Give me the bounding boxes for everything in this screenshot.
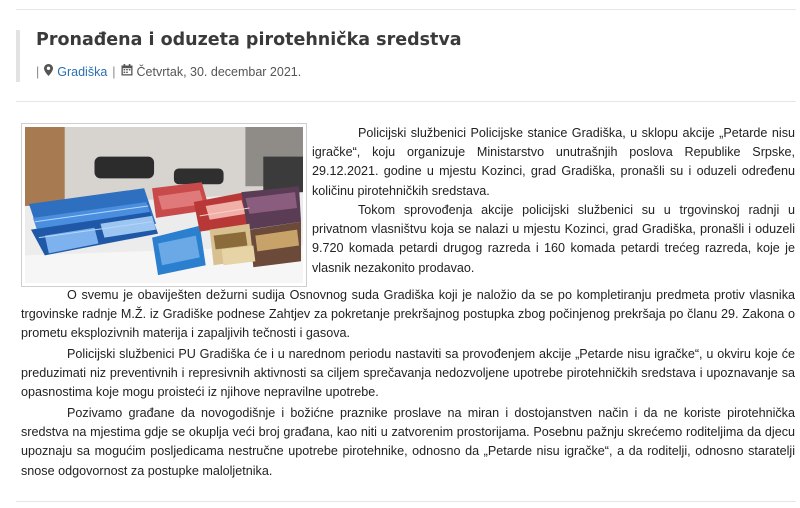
article-photo bbox=[21, 123, 307, 287]
article-meta bbox=[36, 64, 301, 79]
top-divider bbox=[16, 9, 796, 10]
location-link[interactable]: Gradiška bbox=[57, 64, 108, 79]
article-paragraph: Tokom sprovođenja akcije policijski službenici su u trgovinskoj radnji u privatnom vlasništvu koja se nalazi u mjestu Kozinci, grad Gradiška, pronašli i oduzeli 9.720 komada petardi drugog razreda i 160 komada petardi trećeg razreda, koje je vlasnik nezakonito prodavao. bbox=[312, 203, 795, 275]
article-paragraph: Pozivamo građane da novogodišnje i božićne praznike proslave na miran i dostojanstven način i da ne koriste pirotehnička sredstva na mjestima gdje se okuplja veći broj građana, kao niti u zatvorenim prostorijama. Posebnu pažnju skrećemo roditeljima da djecu upoznaju sa mogućim posljedicama nestručne upotrebe pirotehnike, odnosno da „Petarde nisu igračke“, a da roditelji, odnosno staratelji snose odgovornost za postupke maloljetnika. bbox=[21, 406, 795, 478]
map-marker-icon bbox=[44, 64, 53, 79]
footer-divider bbox=[16, 501, 796, 502]
header-divider bbox=[16, 101, 796, 102]
article-date: Četvrtak, 30. decembar 2021. bbox=[136, 64, 302, 79]
article-paragraph: Policijski službenici Policijske stanice Gradiška, u sklopu akcije „Petarde nisu igračke“, koju organizuje Ministarstvo unutrašnjih poslova Republike Srpske, 29.12.2021. godine u mjestu Kozinci, grad Gradiška, pronašli su i oduzeli određenu količinu pirotehničkih sredstava. bbox=[312, 126, 795, 198]
calendar-icon bbox=[121, 64, 133, 79]
meta-separator: | bbox=[36, 64, 40, 79]
meta-separator: | bbox=[112, 64, 116, 79]
title-accent-bar bbox=[16, 30, 20, 82]
article-paragraph: O svemu je obaviješten dežurni sudija Osnovnog suda Gradiška koji je naložio da se po kompletiranju predmeta protiv vlasnika trgovinske radnje M.Ž. iz Gradiške podnese Zahtjev za pokretanje prekršajnog postupka zbog počinjenog prekršaja po članu 29. Zakona o prometu eksplozivnih materija i zapaljivih tečnosti i gasova. bbox=[21, 288, 795, 341]
article-title: Pronađena i oduzeta pirotehnička sredstva bbox=[36, 30, 462, 50]
article-paragraph: Policijski službenici PU Gradiška će i u narednom periodu nastaviti sa provođenjem akcije „Petarde nisu igračke“, u okviru koje će preduzimati niz preventivnih i represivnih aktivnosti sa ciljem sprečavanja nedozvoljene upotrebe pirotehničkih sredstava i upoznavanje sa opasnostima koje mogu proisteći iz njihove nepravilne upotrebe. bbox=[21, 347, 795, 400]
